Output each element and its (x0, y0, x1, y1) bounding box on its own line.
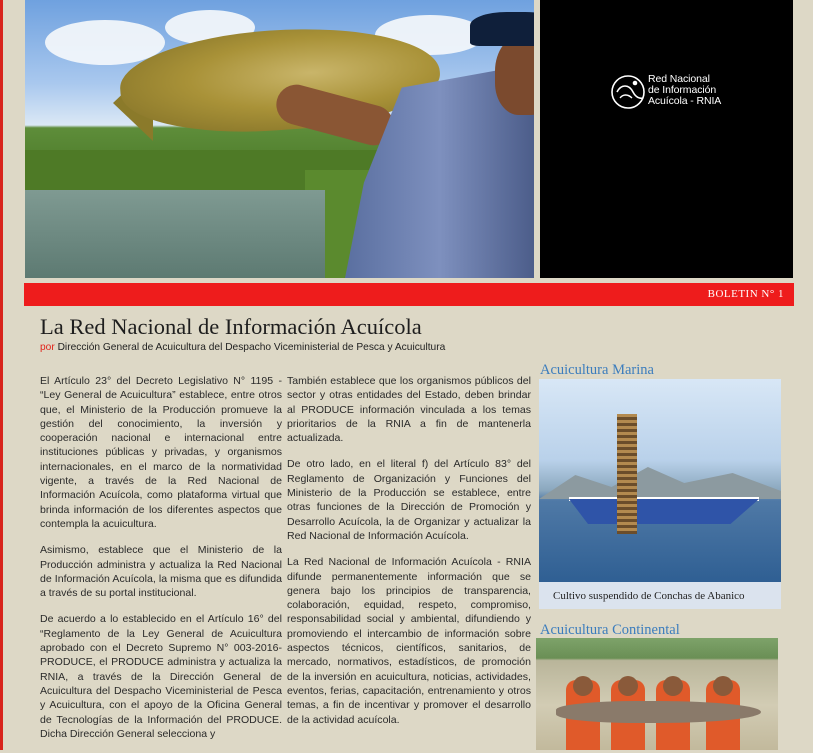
marine-heading: Acuicultura Marina (540, 362, 654, 378)
article-column-2 (287, 374, 531, 739)
article-column-1 (40, 374, 282, 753)
byline-prefix: por (40, 342, 55, 353)
paragraph: De otro lado, en el literal f) del Artículo 83° del Reglamento de Organización y Funciones del Ministerio de la Producción se establece, entre otras funciones de la Dirección de Promoción y Desarrollo Acuícola, la de Organizar y actualizar la Red Nacional de Información Acuícola. (287, 458, 531, 542)
paragraph: El Artículo 23° del Decreto Legislativo N° 1195 - “Ley General de Acuicultura” establece, entre otros que, el Ministerio de la Producción promueve la gestión del conocimiento, la inversión y cooperación nacional e internacional entre instituciones públicas y privadas, y organismos internacionales, en el marco de la normatividad vigente, a través de la Red Nacional de Información Acuícola, como plataforma virtual que brinda información de los diferentes aspectos que contempla la acuicultura. (40, 375, 282, 530)
marine-photo-caption: Cultivo suspendido de Conchas de Abanico (553, 590, 745, 602)
bulletin-number: BOLETIN N° 1 (707, 288, 784, 300)
article-title: La Red Nacional de Información Acuícola (40, 314, 422, 339)
left-red-rule (0, 0, 3, 750)
continental-aquaculture-photo (536, 638, 778, 750)
rnia-logo-panel (540, 0, 793, 278)
paragraph: La Red Nacional de Información Acuícola - RNIA difunde permanentemente información que se genera bajo los principios de transparencia, colaboración, equidad, respeto, compromiso, responsabilidad social y ambiental, difundiendo y promoviendo el intercambio de información sobre aspectos técnicos, científicos, sanitarios, de mercado, normativos, estadísticos, de promoción de la inversión en acuicultura, noticias, actividades, eventos, ferias, capacitación, entrenamiento y otros temas, a fin de incentivar y promover el desarrollo de la actividad acuícola. (287, 556, 531, 726)
fish-farmer-photo (25, 0, 534, 278)
paragraph: De acuerdo a lo establecido en el Artículo 16° del “Reglamento de la Ley General de Acuicultura aprobado con el Decreto Supremo N° 003-2016-PRODUCE, el PRODUCE administra y actualiza la RNIA, a través de la Dirección General de Acuicultura del Despacho Viceministerial de Pesca y Acuicultura, con el apoyo de la Oficina General de Tecnologías de la Información del PRODUCE. Dicha Dirección General selecciona y (40, 613, 282, 740)
rnia-logo-icon (608, 70, 648, 114)
byline-author: Dirección General de Acuicultura del Despacho Viceministerial de Pesca y Acuicultura (57, 342, 446, 353)
rnia-logo-text: Red Nacional de Información Acuícola - RNIA (648, 73, 722, 107)
marine-aquaculture-photo (539, 379, 781, 582)
continental-heading: Acuicultura Continental (540, 622, 680, 638)
paragraph: Asimismo, establece que el Ministerio de la Producción administra y actualiza la Red Nacional de Información Acuícola, la misma que es difundida a través de su portal institucional. (40, 544, 282, 600)
paragraph: También establece que los organismos públicos del sector y otras entidades del Estado, deben brindar al PRODUCE información vinculada a los temas prioritarios de la RNIA a fin de mantenerla actualizada. (287, 375, 531, 445)
article-byline (40, 342, 445, 353)
